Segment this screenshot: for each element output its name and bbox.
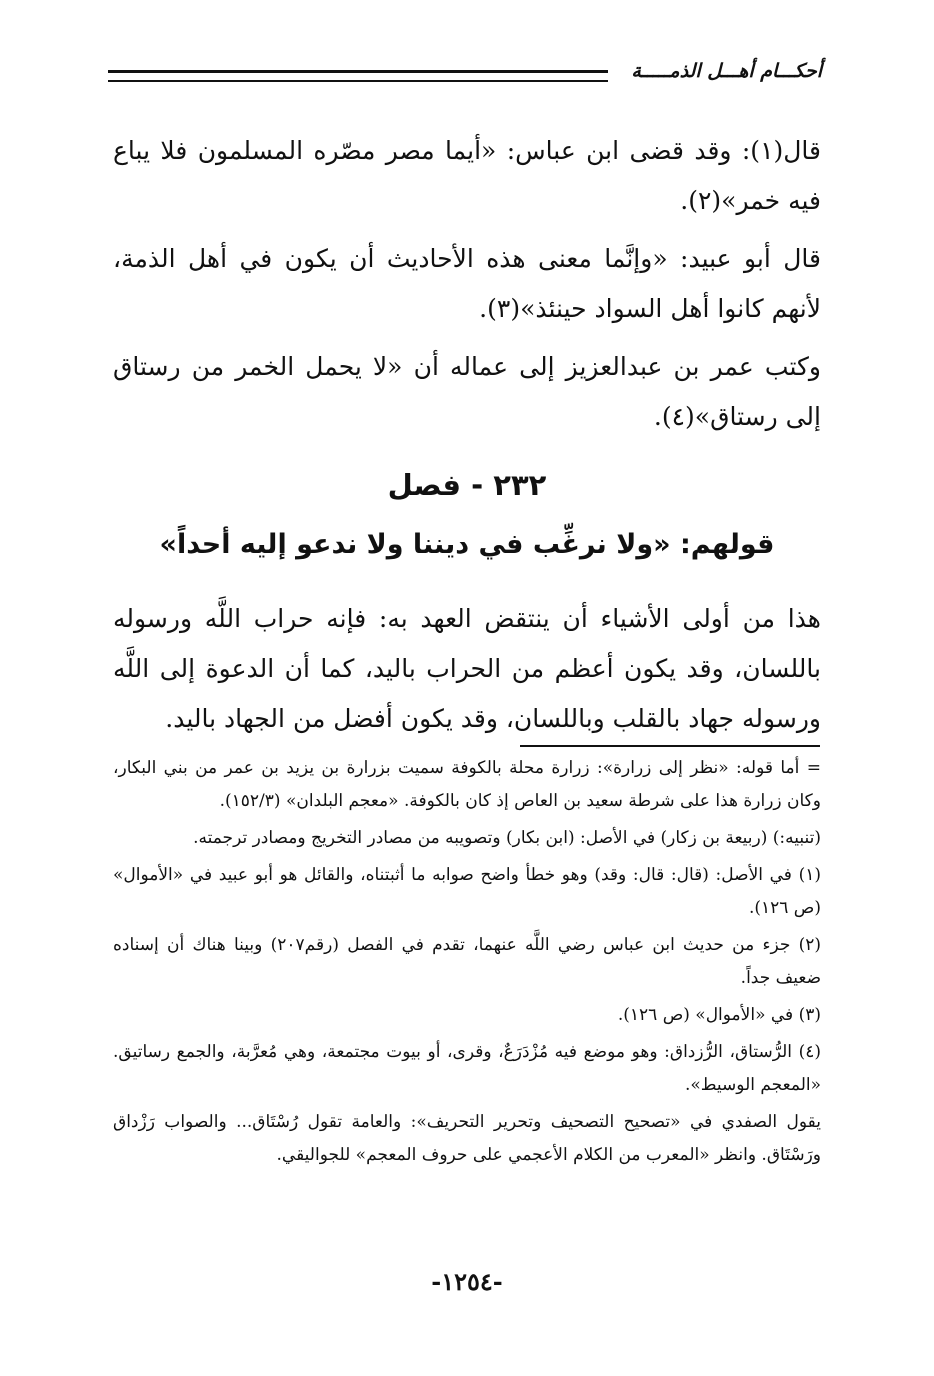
footnote-separator bbox=[520, 745, 820, 747]
footnote-note: (تنبيه:) (ربيعة بن زكار) في الأصل: (ابن بكار) وتصويبه من مصادر التخريج ومصادر ترجمته. bbox=[193, 828, 821, 848]
footnote-2: (٢) جزء من حديث ابن عباس رضي اللَّه عنهما، تقدم في الفصل (رقم٢٠٧) وبينا هناك أن إسناده ضعيف جداً. bbox=[113, 935, 821, 988]
footnote-4: (٤) الرُّستاق، الرُّزداق: وهو موضع فيه مُزْدَرَعٌ، وقرى، أو بيوت مجتمعة، وهي مُعرَّبة، والجمع رساتيق. «المعجم الوسيط». bbox=[113, 1042, 821, 1095]
page-number: -١٢٥٤- bbox=[431, 1267, 503, 1296]
footnote-3: (٣) في «الأموال» (ص ١٢٦). bbox=[617, 1005, 821, 1025]
footnote-4-continued: يقول الصفدي في «تصحيح التصحيف وتحرير التحريف»: والعامة تقول رُسْتَاق... والصواب رَزْداق ورَسْتَاق. وانظر «المعرب من الكلام الأعجمي على حروف المعجم» للجواليقي. bbox=[113, 1112, 821, 1165]
footnote-continuation: = أما قوله: «نظر إلى زرارة»: زرارة محلة بالكوفة سميت بزرارة بن يزيد بن عمر من بني البكار، وكان زرارة هذا على شرطة سعيد بن العاص إذ كان بالكوفة. «معجم البلدان» (١٥٢/٣). bbox=[113, 758, 821, 811]
paragraph-abu-ubaid: قال أبو عبيد: «وإنَّما معنى هذه الأحاديث أن يكون في أهل الذمة، لأنهم كانوا أهل السواد حينئذ»(٣). bbox=[113, 244, 821, 323]
section-heading-title: قولهم: «ولا نرغِّب في ديننا ولا ندعو إليه أحداً» bbox=[159, 529, 775, 560]
footnotes bbox=[113, 752, 821, 1176]
header-double-rule bbox=[108, 70, 608, 82]
section-heading-number: ٢٣٢ - فصل bbox=[387, 468, 547, 502]
paragraph-umar-ibn-abdulaziz: وكتب عمر بن عبدالعزيز إلى عماله أن «لا يحمل الخمر من رستاق إلى رستاق»(٤). bbox=[113, 352, 821, 431]
running-header-title: أحكـــام أهـــل الذمـــــة bbox=[623, 58, 822, 84]
paragraph-ibn-abbas: قال(١): وقد قضى ابن عباس: «أيما مصر مصّره المسلمون فلا يباع فيه خمر»(٢). bbox=[113, 136, 821, 215]
section-paragraph: هذا من أولى الأشياء أن ينتقض العهد به: فإنه حراب اللَّه ورسوله باللسان، وقد يكون أعظم من الحراب باليد، كما أن الدعوة إلى اللَّه ورسوله جهاد بالقلب وباللسان، وقد يكون أفضل من الجهاد باليد. bbox=[113, 604, 821, 733]
footnote-1: (١) في الأصل: (قال: قال: وقد) وهو خطأ واضح صوابه ما أثبتناه، والقائل هو أبو عبيد في «الأموال» (ص ١٢٦). bbox=[113, 865, 821, 918]
running-header bbox=[108, 58, 822, 88]
